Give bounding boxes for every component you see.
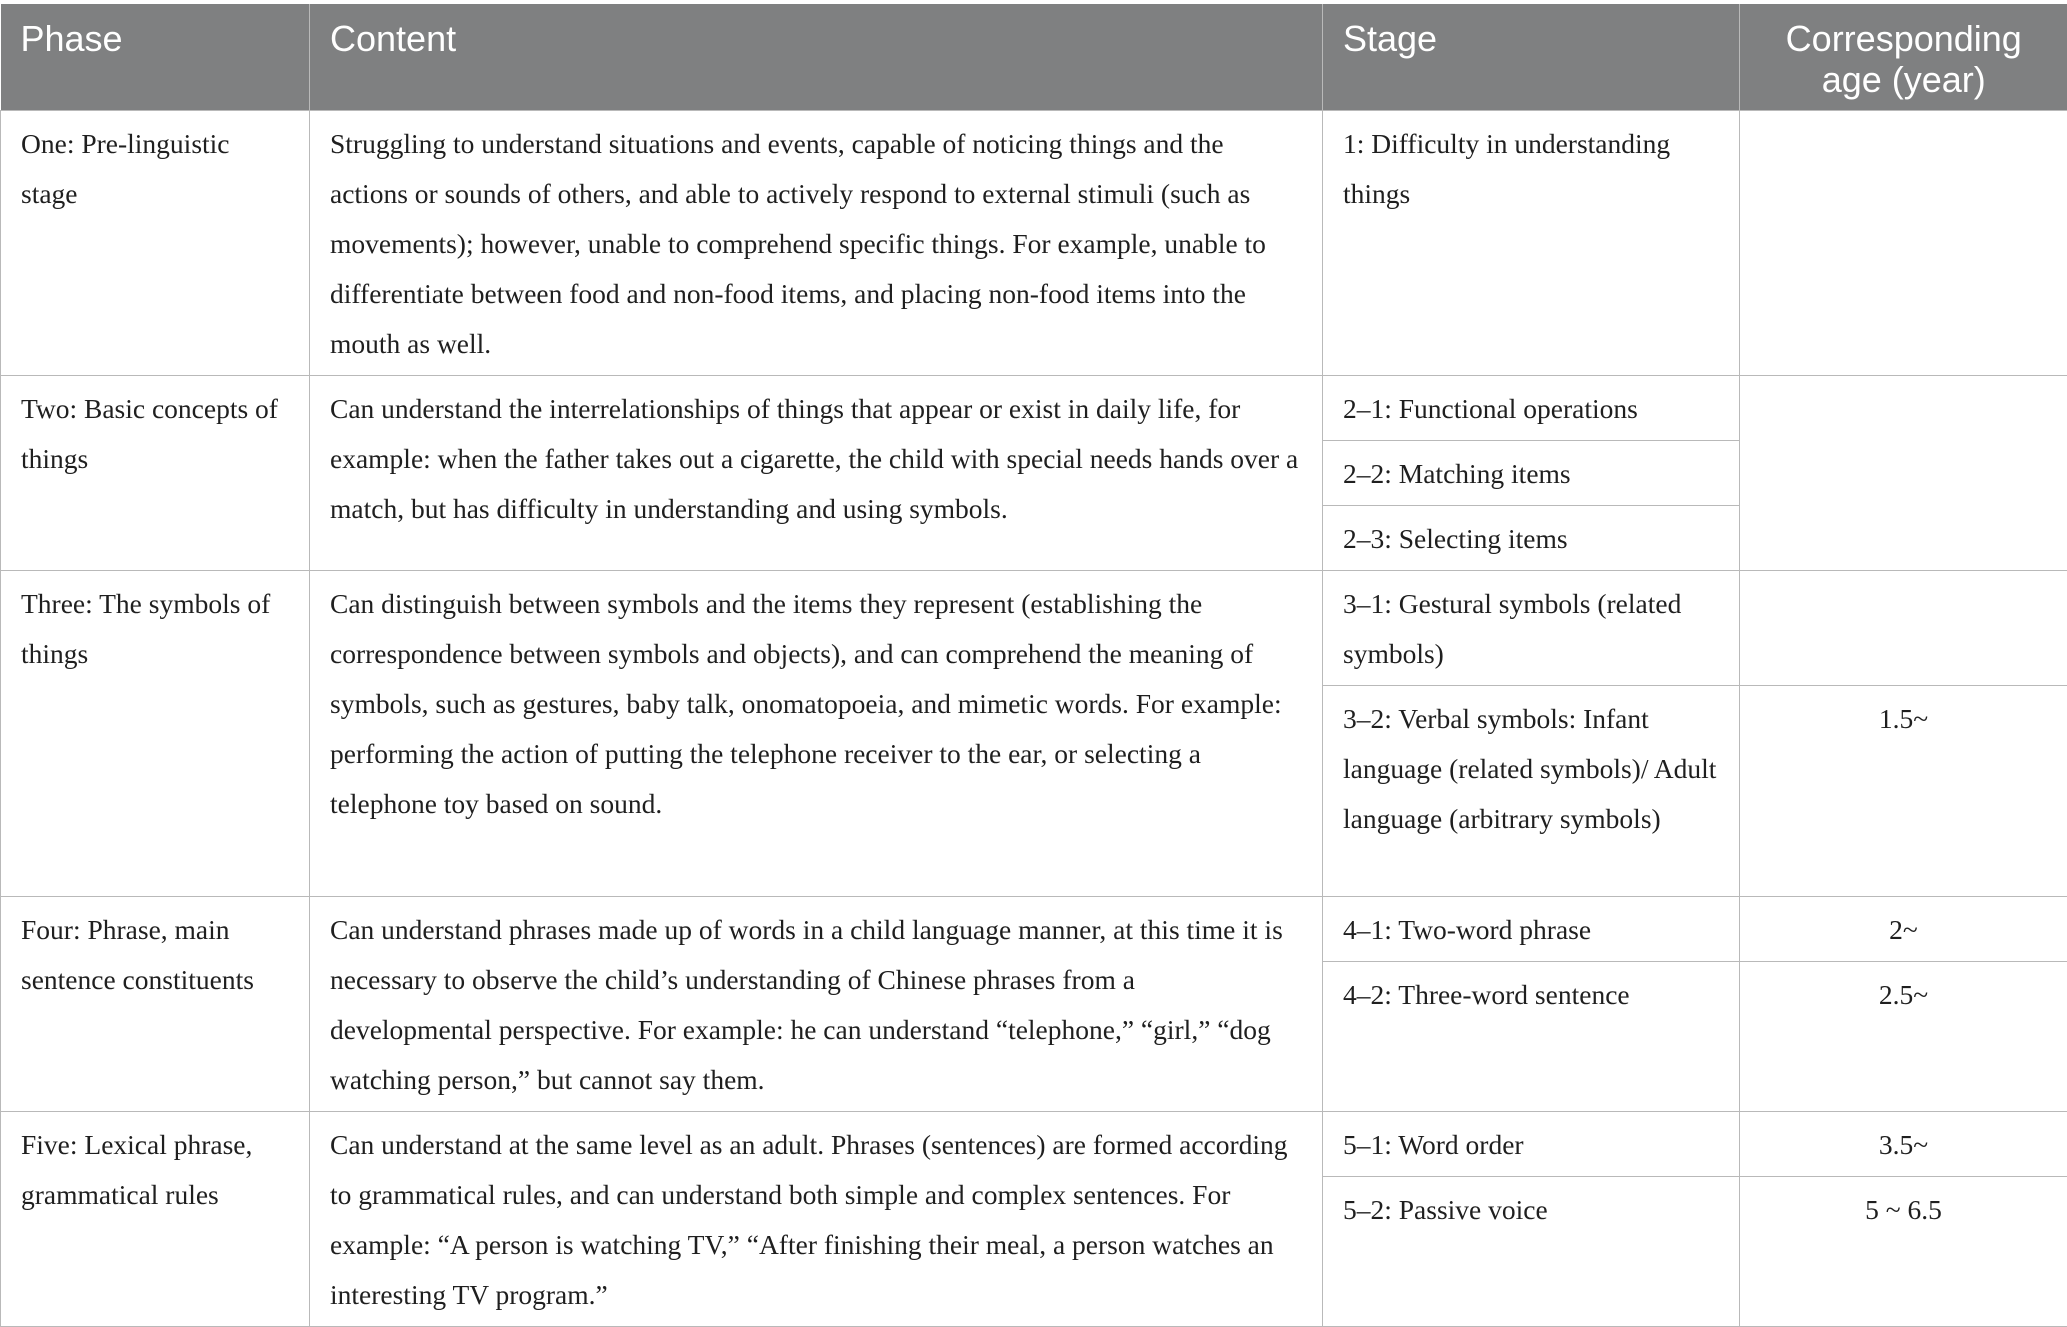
- stage-cell: 4–2: Three-word sentence: [1323, 962, 1740, 1112]
- stage-cell: 4–1: Two-word phrase: [1323, 897, 1740, 962]
- phase-cell: Four: Phrase, main sentence constituents: [1, 897, 310, 1112]
- table-row: [1, 111, 2067, 376]
- age-cell: 2~: [1740, 897, 2067, 962]
- stage-cell: 2–3: Selecting items: [1323, 506, 1740, 571]
- table-row: [1, 1112, 2067, 1177]
- header-age: Corresponding age (year): [1740, 4, 2067, 111]
- phase-cell: One: Pre-linguistic stage: [1, 111, 310, 376]
- stage-cell: 2–1: Functional operations: [1323, 376, 1740, 441]
- table-row: [1, 897, 2067, 962]
- language-stage-table: [0, 4, 2067, 1327]
- content-cell: Can distinguish between symbols and the items they represent (establishing the correspondence between symbols and objects), and can comprehend the meaning of symbols, such as gestures, baby talk, onomatopoeia, and mimetic words. For example: performing the action of putting the telephone receiver to the ear, or selecting a telephone toy based on sound.: [310, 571, 1323, 897]
- age-cell: 5 ~ 6.5: [1740, 1177, 2067, 1327]
- header-stage: Stage: [1323, 4, 1740, 111]
- stage-cell: 2–2: Matching items: [1323, 441, 1740, 506]
- stage-cell: 5–1: Word order: [1323, 1112, 1740, 1177]
- age-cell: [1740, 376, 2067, 571]
- header-content: Content: [310, 4, 1323, 111]
- stage-cell: 5–2: Passive voice: [1323, 1177, 1740, 1327]
- table-row: [1, 571, 2067, 686]
- phase-cell: Three: The symbols of things: [1, 571, 310, 897]
- content-cell: Struggling to understand situations and events, capable of noticing things and the actions or sounds of others, and able to actively respond to external stimuli (such as movements); however, unable to comprehend specific things. For example, unable to differentiate between food and non-food items, and placing non-food items into the mouth as well.: [310, 111, 1323, 376]
- table-row: [1, 376, 2067, 441]
- header-row: [1, 4, 2067, 111]
- header-phase: Phase: [1, 4, 310, 111]
- stage-cell: 3–1: Gestural symbols (related symbols): [1323, 571, 1740, 686]
- content-cell: Can understand the interrelationships of things that appear or exist in daily life, for example: when the father takes out a cigarette, the child with special needs hands over a match, but has difficulty in understanding and using symbols.: [310, 376, 1323, 571]
- phase-cell: Two: Basic concepts of things: [1, 376, 310, 571]
- age-cell: 3.5~: [1740, 1112, 2067, 1177]
- phase-cell: Five: Lexical phrase, grammatical rules: [1, 1112, 310, 1327]
- stage-cell: 1: Difficulty in understanding things: [1323, 111, 1740, 376]
- content-cell: Can understand at the same level as an adult. Phrases (sentences) are formed according to grammatical rules, and can understand both simple and complex sentences. For example: “A person is watching TV,” “After finishing their meal, a person watches an interesting TV program.”: [310, 1112, 1323, 1327]
- content-cell: Can understand phrases made up of words in a child language manner, at this time it is necessary to observe the child’s understanding of Chinese phrases from a developmental perspective. For example: he can understand “telephone,” “girl,” “dog watching person,” but cannot say them.: [310, 897, 1323, 1112]
- age-cell: [1740, 571, 2067, 686]
- stage-cell: 3–2: Verbal symbols: Infant language (related symbols)/ Adult language (arbitrary symbols): [1323, 686, 1740, 897]
- age-cell: [1740, 111, 2067, 376]
- age-cell: 2.5~: [1740, 962, 2067, 1112]
- age-cell: 1.5~: [1740, 686, 2067, 897]
